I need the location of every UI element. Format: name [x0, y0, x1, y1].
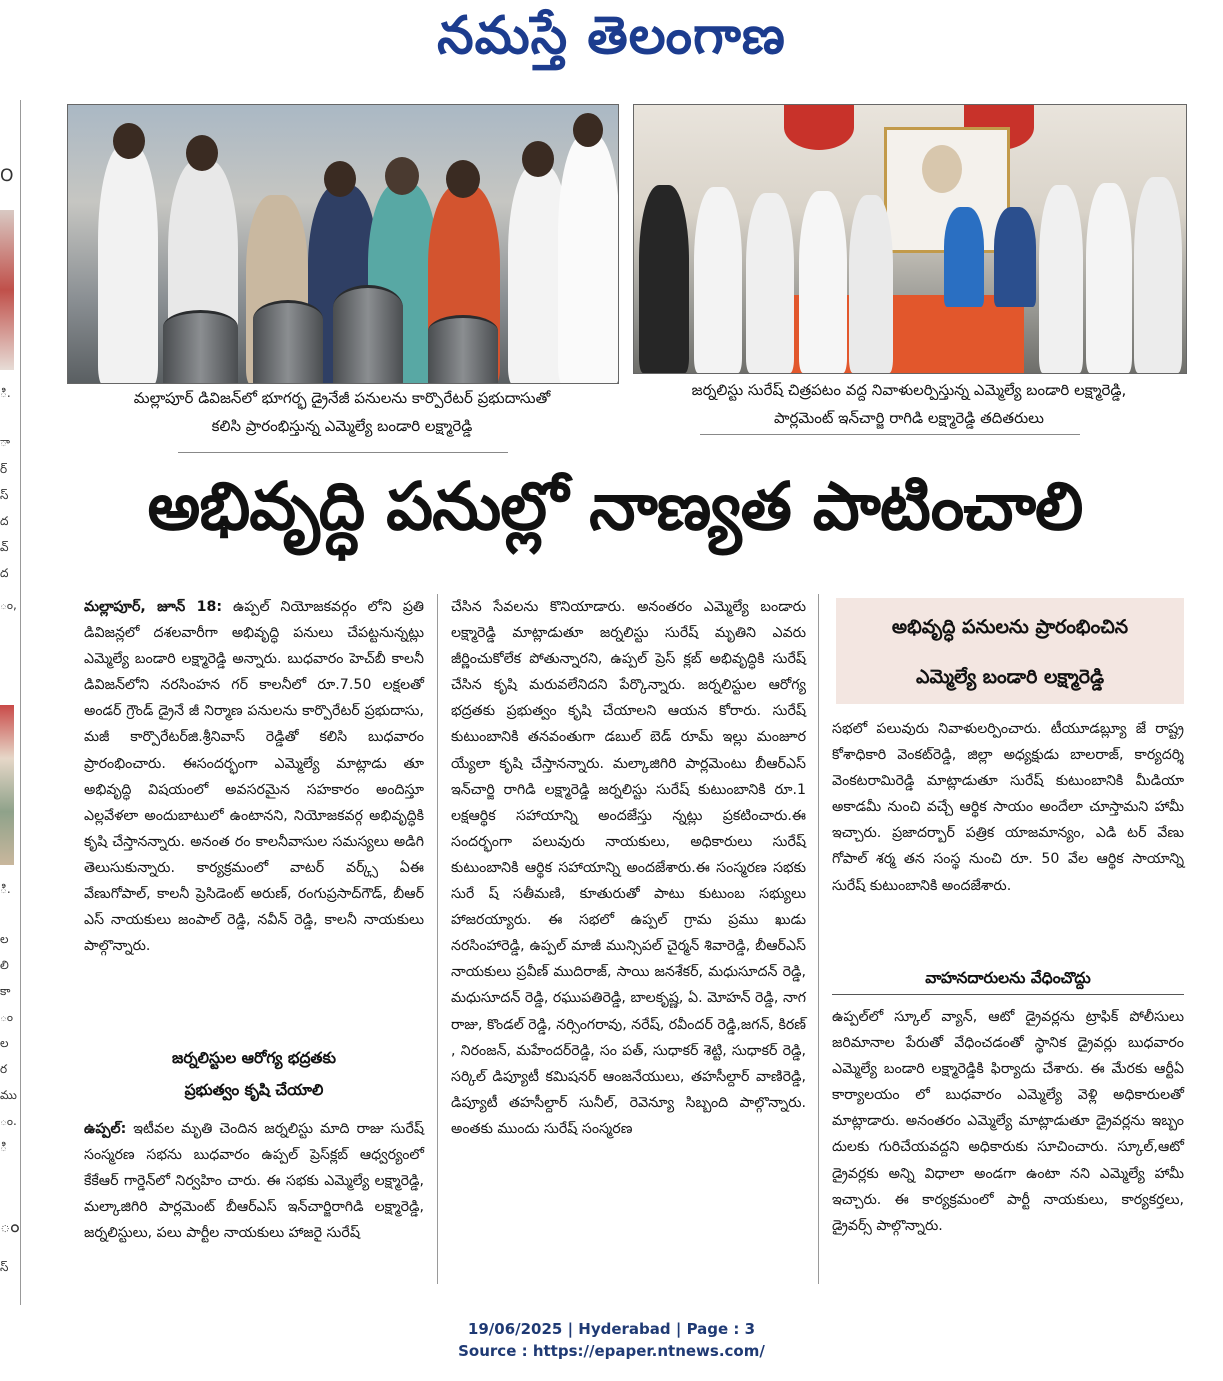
- caption-line: జర్నలిస్టు సురేష్ చిత్రపటం వద్ద నివాళులర్పిస్తున్న ఎమ్మెల్యే బండారి లక్ష్మారెడ్డి,: [691, 381, 1127, 399]
- margin-mark: స్: [0, 1260, 9, 1274]
- subheading-line: జర్నలిస్టుల ఆరోగ్య భద్రతకు: [172, 1049, 336, 1067]
- margin-mark: ద: [0, 514, 9, 528]
- margin-mark: కా: [0, 984, 11, 998]
- highlight-line: అభివృద్ధి పనులను ప్రారంభించిన: [891, 616, 1129, 638]
- margin-mark: లి: [0, 958, 9, 972]
- margin-mark: ర్: [0, 462, 8, 476]
- footer-source-link[interactable]: Source : https://epaper.ntnews.com/: [458, 1342, 765, 1360]
- margin-mark: ా: [0, 435, 11, 449]
- margin-photo: [0, 705, 14, 865]
- paragraph: [84, 594, 424, 959]
- caption-line: మల్లాపూర్ డివిజన్‌లో భూగర్భ డ్రైనేజీ పనులను కార్పొరేటర్ ప్రభుదాసుతో: [133, 389, 551, 407]
- column-divider: [437, 594, 438, 1284]
- newspaper-masthead: నమస్తే తెలంగాణ: [437, 6, 786, 66]
- photo-caption-left: [67, 384, 617, 440]
- photo-caption-right: [633, 376, 1185, 432]
- margin-mark: ల: [0, 1036, 9, 1050]
- paragraph-text: చేసిన సేవలను కొనియాడారు. అనంతరం ఎమ్మెల్యే బండారు లక్ష్మారెడ్డి మాట్లాడుతూ జర్నలిస్టు సురేష్ మృతిని ఎవరు జీర్ణించుకోలేక పోతున్నారని, ఉప్పల్ ప్రెస్ క్లబ్ అభివృద్ధికి సురేష్ చేసిన కృషి మరువలేనిదని పేర్కొన్నారు. జర్నలిస్టుల ఆరోగ్య భద్రతకు ప్రభుత్వం కృషి చేయాలని ఆయన కోరారు. సురేష్ కుటుంబానికి తనవంతుగా డబుల్ బెడ్ రూమ్ ఇల్లు మంజూర య్యేలా కృషి చేస్తానన్నారు. మల్కాజిగిరి పార్లమెంటు బీఆర్‌ఎస్ ఇన్‌చార్జి రాగిడి లక్ష్మారెడ్డి జర్నలిస్టు సురేష్ కుటుంబానికి రూ.1 లక్షఆర్థిక సహాయాన్ని అందజేస్తు న్నట్లు ప్రకటించారు.ఈ సందర్భంగా పలువురు నాయకులు, అధికారులు సురేష్ కుటుంబానికి ఆర్థిక సహాయాన్ని అందజేశారు.ఈ సంస్మరణ సభకు సురే ష్ సతీమణి, కూతురుతో పాటు కుటుంబ సభ్యులు హాజరయ్యారు. ఈ సభలో ఉప్పల్ గ్రామ ప్రము ఖుడు నరసింహారెడ్డి, ఉప్పల్ మాజీ మున్సిపల్ చైర్మన్ శివారెడ్డి, బీఆర్‌ఎస్ నాయకులు ప్రవీణ్ ముదిరాజ్, సాయి జనశేకర్, మధుసూదన్ రెడ్డి, మధుసూదన్ రెడ్డి, రఘుపతిరెడ్డి, బాలకృష్ణ, ఏ. మోహన్ రెడ్డి, నాగ రాజు, కొండల్ రెడ్డి, నర్సింగరావు, నరేష్, రవీందర్ రెడ్డి,జగన్, కిరణ్ , నిరంజన్, మహేందర్‌రెడ్డి, సం పత్, సుధాకర్ శెట్టి, సుధాకర్ రెడ్డి, సర్కిల్ డిప్యూటీ కమిషనర్ ఆంజనేయులు, తహసీల్దార్ వాణిరెడ్డి, డిప్యూటీ తహసీల్దార్ సునీల్, రెవెన్యూ సిబ్బంది పాల్గొన్నారు. అంతకు ముందు సురేష్ సంస్మరణ: [451, 599, 806, 1137]
- margin-mark: వ్: [0, 540, 9, 554]
- subheading-journalist-health: [84, 1042, 424, 1106]
- margin-mark: ం,: [0, 598, 17, 612]
- margin-mark: స్: [0, 488, 9, 502]
- adjacent-clipping-strip: [0, 100, 21, 1305]
- caption-line: కలిసి ప్రారంభిస్తున్న ఎమ్మెల్యే బండారి లక్ష్మారెడ్డి: [211, 417, 473, 435]
- margin-mark: ము: [0, 1088, 17, 1102]
- article-column-3-continued: [832, 1004, 1184, 1239]
- column-divider: [818, 594, 819, 1284]
- paragraph-text: ఉప్పల్ నియోజకవర్గం లోని ప్రతి డివిజన్లలో దశలవారీగా అభివృద్ధి పనులు చేపట్టనున్నట్లు ఎమ్మెల్యే బండారి లక్ష్మారెడ్డి అన్నారు. బుధవారం హెచ్‌బీ కాలనీ డివిజన్‌లోని నరసింహన గర్ కాలనీలో రూ.7.50 లక్షలతో అండర్ గ్రౌండ్ డ్రైనే జీ నిర్మాణ పనులను కార్పొరేటర్ ప్రభుదాసు, మజీ కార్పొరేటర్‌జి.శ్రీనివాస్ రెడ్డితో కలిసి బుధవారం ప్రారంభించారు. ఈసందర్భంగా ఎమ్మెల్యే మాట్లాడు తూ అభివృద్ధి విషయంలో అవసరమైన సహకారం అందిస్తూ ఎల్లవేళలా అందుబాటులో ఉంటానని, నియోజకవర్గ అభివృద్ధికి కృషి చేస్తానన్నారు. అనంత రం కాలనీవాసుల సమస్యలు అడిగి తెలుసుకున్నారు. కార్యక్రమంలో వాటర్ వర్క్స్ ఏఈ వేణుగోపాల్, కాలనీ ప్రెసిడెంట్ అరుణ్, రంగుప్రసాద్‌గౌడ్, బీఆర్ ఎస్ నాయకులు జంపాల్ రెడ్డి, నవీన్ రెడ్డి, కాలనీ నాయకులు పాల్గొన్నారు.: [84, 599, 425, 955]
- paragraph-text: ఇటీవల మృతి చెందిన జర్నలిస్టు మాది రాజు సురేష్ సంస్మరణ సభను బుధవారం ఉప్పల్ ప్రెస్‌క్లబ్ ఆధ్వర్యంలో కేకేఆర్ గార్డెన్‌లో నిర్వహిం చారు. ఈ సభకు ఎమ్మెల్యే లక్ష్మారెడ్డి, మల్కాజిగిరి పార్లమెంట్ బీఆర్‌ఎస్ ఇన్‌చార్జిరాగిడి లక్ష్మారెడ్డి, జర్నలిస్టులు, పలు పార్టీల నాయకులు హాజరై సురేష్: [84, 1121, 424, 1242]
- caption-line: పార్లమెంట్ ఇన్‌చార్జి రాగిడి లక్ష్మారెడ్డి తదితరులు: [774, 409, 1044, 427]
- caption-rule: [700, 434, 1080, 435]
- dateline: మల్లాపూర్, జూన్ 18:: [84, 599, 223, 615]
- margin-photo: [0, 210, 14, 370]
- subheading-drivers: వాహనదారులను వేధించొద్దు: [832, 962, 1184, 995]
- margin-mark: ద: [0, 566, 9, 580]
- paragraph: [84, 1116, 424, 1246]
- margin-mark: ం: [0, 1216, 20, 1237]
- footer-date-edition: 19/06/2025 | Hyderabad | Page : 3: [467, 1320, 756, 1338]
- margin-mark: ల: [0, 932, 9, 946]
- highlight-box: [836, 598, 1184, 704]
- page-footer: [0, 1318, 1223, 1362]
- article-column-1: [84, 594, 424, 959]
- margin-mark: ి.: [0, 386, 11, 400]
- photo-journalist-tribute: [633, 104, 1187, 374]
- article-column-3: [832, 716, 1184, 899]
- dateline: ఉప్పల్:: [84, 1121, 127, 1137]
- margin-mark: ి: [0, 1140, 7, 1154]
- margin-mark: ి.: [0, 882, 11, 896]
- caption-rule: [178, 452, 508, 453]
- margin-mark: ర: [0, 1062, 8, 1076]
- margin-mark: ౦: [0, 162, 14, 186]
- photo-drainage-inauguration: [67, 104, 619, 384]
- paragraph-text: ఉప్పల్‌లో స్కూల్ వ్యాన్, ఆటో డ్రైవర్లను ట్రాఫిక్ పోలీసులు జరిమానాల పేరుతో వేధించడంతో స్థానిక డ్రైవర్లు బుధవారం ఎమ్మెల్యే బండారి లక్ష్మారెడ్డికి ఫిర్యాదు చేశారు. ఈ మేరకు ఆర్టీఏ కార్యాలయం లో బుధవారం ఎమ్మెల్యే వెళ్లి అధికారులతో మాట్లాడారు. అనంతరం ఎమ్మెల్యే మాట్లాడుతూ డ్రైవర్లను ఇబ్బం దులకు గురిచేయవద్దని అధికారుకు సూచించారు. స్కూల్,ఆటో డ్రైవర్లకు అన్ని విధాలా అండగా ఉంటా నని ఎమ్మెల్యే హామీ ఇచ్చారు. ఈ కార్యక్రమంలో పార్టీ నాయకులు, కార్యకర్తలు, డ్రైవర్స్ పాల్గొన్నారు.: [832, 1009, 1184, 1234]
- paragraph-text: సభలో పలువురు నివాళులర్పించారు. టీయూడబ్ల్యూ జే రాష్ట్ర కోశాధికారి వెంకట్‌రెడ్డి, జిల్లా అధ్యక్షుడు బాలరాజ్, కార్యదర్శి వెంకటరామిరెడ్డి మాట్లాడుతూ సురేష్ కుటుంబానికి మీడియా అకాడమీ నుంచి వచ్చే ఆర్థిక సాయం అందేలా చూస్తామని హామీ ఇచ్చారు. ప్రజాదర్బార్ పత్రిక యాజమాన్యం, ఎడి టర్ వేణు గోపాల్ శర్మ తన సంస్థ నుంచి రూ. 50 వేల ఆర్థిక సాయాన్ని సురేష్ కుటుంబానికి అందజేశారు.: [832, 721, 1184, 894]
- margin-mark: ం: [0, 1010, 14, 1024]
- article-column-1-continued: [84, 1116, 424, 1246]
- margin-mark: ం.: [0, 1114, 17, 1128]
- highlight-line: ఎమ్మెల్యే బండారి లక్ష్మారెడ్డి: [915, 666, 1105, 688]
- article-column-2: [451, 594, 806, 1142]
- subheading-line: ప్రభుత్వం కృషి చేయాలి: [184, 1081, 324, 1099]
- article-headline: అభివృద్ధి పనుల్లో నాణ్యత పాటించాలి: [147, 468, 1083, 545]
